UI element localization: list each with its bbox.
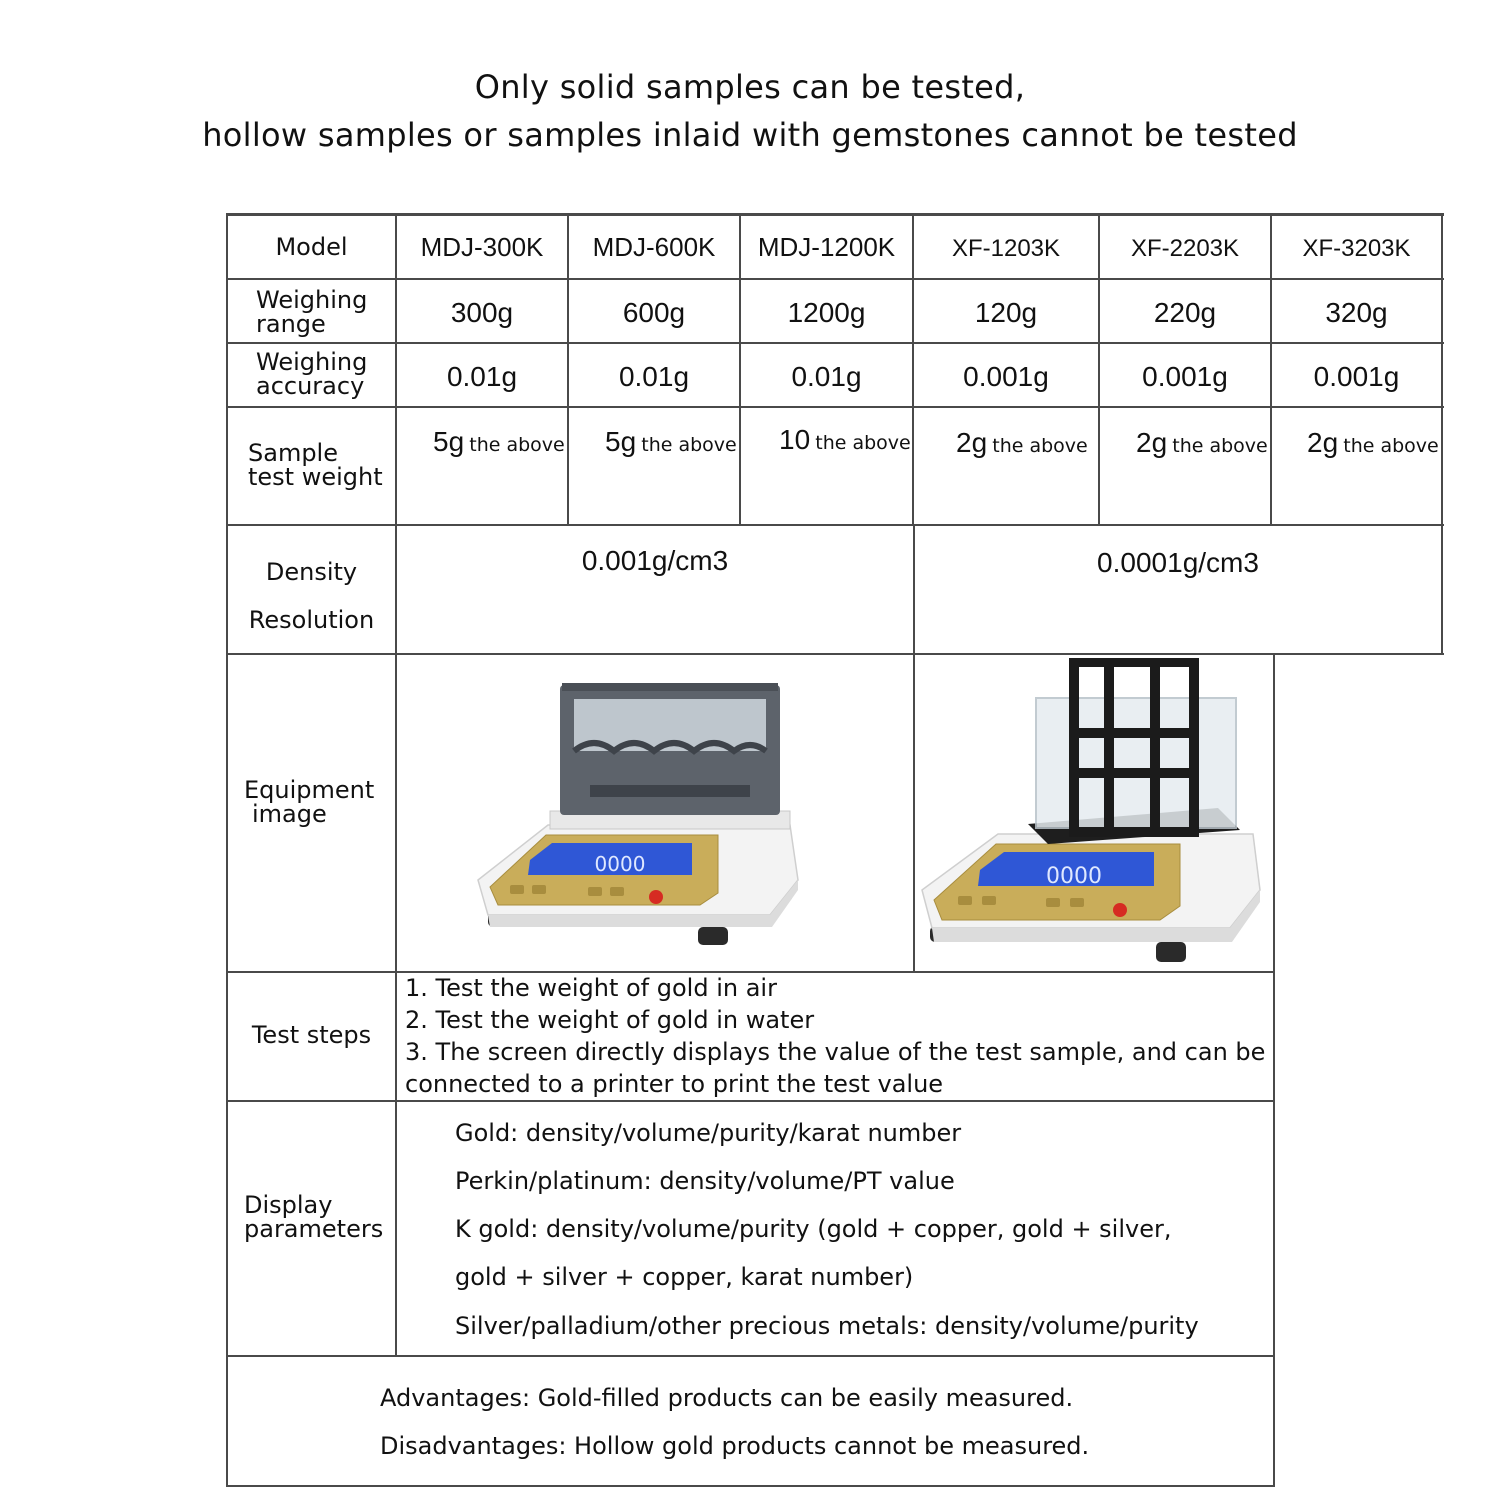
- advantages-text: Advantages: Gold-filled products can be easily measured.: [380, 1384, 1074, 1412]
- sample-weight-value: [1307, 427, 1439, 459]
- xf-lcd-readout: 0000: [1046, 864, 1102, 889]
- display-param-k-gold: K gold: density/volume/purity (gold + copper, gold + silver,: [455, 1215, 1172, 1243]
- density-resolution-xf: 0.0001g/cm3: [1097, 547, 1259, 578]
- label-sample-line1: Sample: [248, 439, 338, 467]
- weighing-range-value: 1200g: [787, 297, 866, 328]
- weighing-range-value: 320g: [1325, 297, 1388, 328]
- label-display-line1: Display: [244, 1191, 333, 1219]
- mdj-lcd-readout: 0000: [594, 852, 646, 876]
- test-step-1: 1. Test the weight of gold in air: [405, 974, 777, 1002]
- model-name: MDJ-300K: [420, 231, 544, 262]
- sample-weight-number: 5g: [433, 426, 465, 457]
- label-display-parameters: [244, 1193, 383, 1241]
- label-weighing-range: [256, 288, 367, 336]
- sample-weight-value: [956, 427, 1088, 459]
- sample-weight-suffix: the above: [1172, 435, 1268, 457]
- label-density-resolution: [228, 548, 395, 644]
- label-weighing-accuracy-line1: Weighing: [256, 348, 368, 376]
- sample-weight-suffix: the above: [469, 434, 565, 456]
- sample-weight-value: [605, 426, 737, 458]
- density-resolution-mdj: 0.001g/cm3: [581, 545, 729, 576]
- sample-weight-suffix: the above: [1343, 435, 1439, 457]
- display-param-k-gold-continued: gold + silver + copper, karat number): [455, 1263, 914, 1291]
- sample-weight-number: 5g: [605, 426, 637, 457]
- sample-weight-suffix: the above: [992, 435, 1088, 457]
- model-name: XF-2203K: [1130, 235, 1240, 262]
- weighing-range-value: 120g: [974, 297, 1038, 328]
- display-param-platinum: Perkin/platinum: density/volume/PT value: [455, 1167, 955, 1195]
- sample-weight-number: 10: [779, 424, 811, 455]
- sample-weight-number: 2g: [956, 427, 988, 458]
- label-weighing-accuracy-line2: accuracy: [256, 372, 365, 400]
- label-density-line2: Resolution: [248, 606, 375, 634]
- label-equipment-line1: Equipment: [244, 776, 375, 804]
- model-name: XF-1203K: [951, 235, 1061, 262]
- test-step-3-continued: connected to a printer to print the test value: [405, 1070, 944, 1098]
- display-param-gold: Gold: density/volume/purity/karat number: [455, 1119, 962, 1147]
- sample-weight-value: [1136, 427, 1268, 459]
- label-sample-test-weight: [248, 441, 383, 489]
- mdj-density-meter-image: [470, 675, 805, 970]
- disadvantages-text: Disadvantages: Hollow gold products cannot be measured.: [380, 1432, 1090, 1460]
- label-display-line2: parameters: [244, 1215, 384, 1243]
- label-model: Model: [275, 233, 348, 261]
- label-sample-line2: test weight: [248, 463, 383, 491]
- weighing-accuracy-value: 0.01g: [791, 361, 862, 392]
- sample-weight-suffix: the above: [815, 432, 911, 454]
- sample-weight-number: 2g: [1307, 427, 1339, 458]
- label-equipment-line2: image: [252, 800, 327, 828]
- header-line-1: Only solid samples can be tested,: [474, 68, 1026, 106]
- model-name: XF-3203K: [1302, 235, 1411, 262]
- label-weighing-range-line2: range: [256, 310, 326, 338]
- weighing-accuracy-value: 0.001g: [1142, 361, 1228, 392]
- weighing-accuracy-value: 0.001g: [1313, 361, 1400, 392]
- test-step-2: 2. Test the weight of gold in water: [405, 1006, 815, 1034]
- display-param-silver: Silver/palladium/other precious metals: density/volume/purity: [455, 1312, 1199, 1340]
- label-equipment-image: [244, 778, 374, 826]
- sample-weight-value: [433, 426, 565, 458]
- weighing-accuracy-value: 0.01g: [446, 361, 518, 392]
- weighing-accuracy-value: 0.01g: [618, 361, 690, 392]
- label-density-line1: Density: [265, 558, 358, 586]
- header-line-2: hollow samples or samples inlaid with gemstones cannot be tested: [202, 116, 1298, 154]
- sample-weight-value: [779, 424, 911, 456]
- weighing-range-value: 300g: [450, 297, 514, 328]
- weighing-accuracy-value: 0.001g: [963, 361, 1049, 392]
- label-weighing-accuracy: [256, 350, 367, 398]
- label-weighing-range-line1: Weighing: [256, 286, 368, 314]
- sample-weight-number: 2g: [1136, 427, 1168, 458]
- model-name: MDJ-600K: [592, 231, 716, 262]
- weighing-range-value: 220g: [1153, 297, 1217, 328]
- sample-weight-suffix: the above: [641, 434, 737, 456]
- label-test-steps: Test steps: [251, 1021, 372, 1049]
- test-step-3: 3. The screen directly displays the value of the test sample, and can be: [405, 1038, 1266, 1066]
- model-name: MDJ-1200K: [757, 231, 896, 262]
- xf-density-meter-image: [918, 658, 1268, 970]
- weighing-range-value: 600g: [622, 297, 686, 328]
